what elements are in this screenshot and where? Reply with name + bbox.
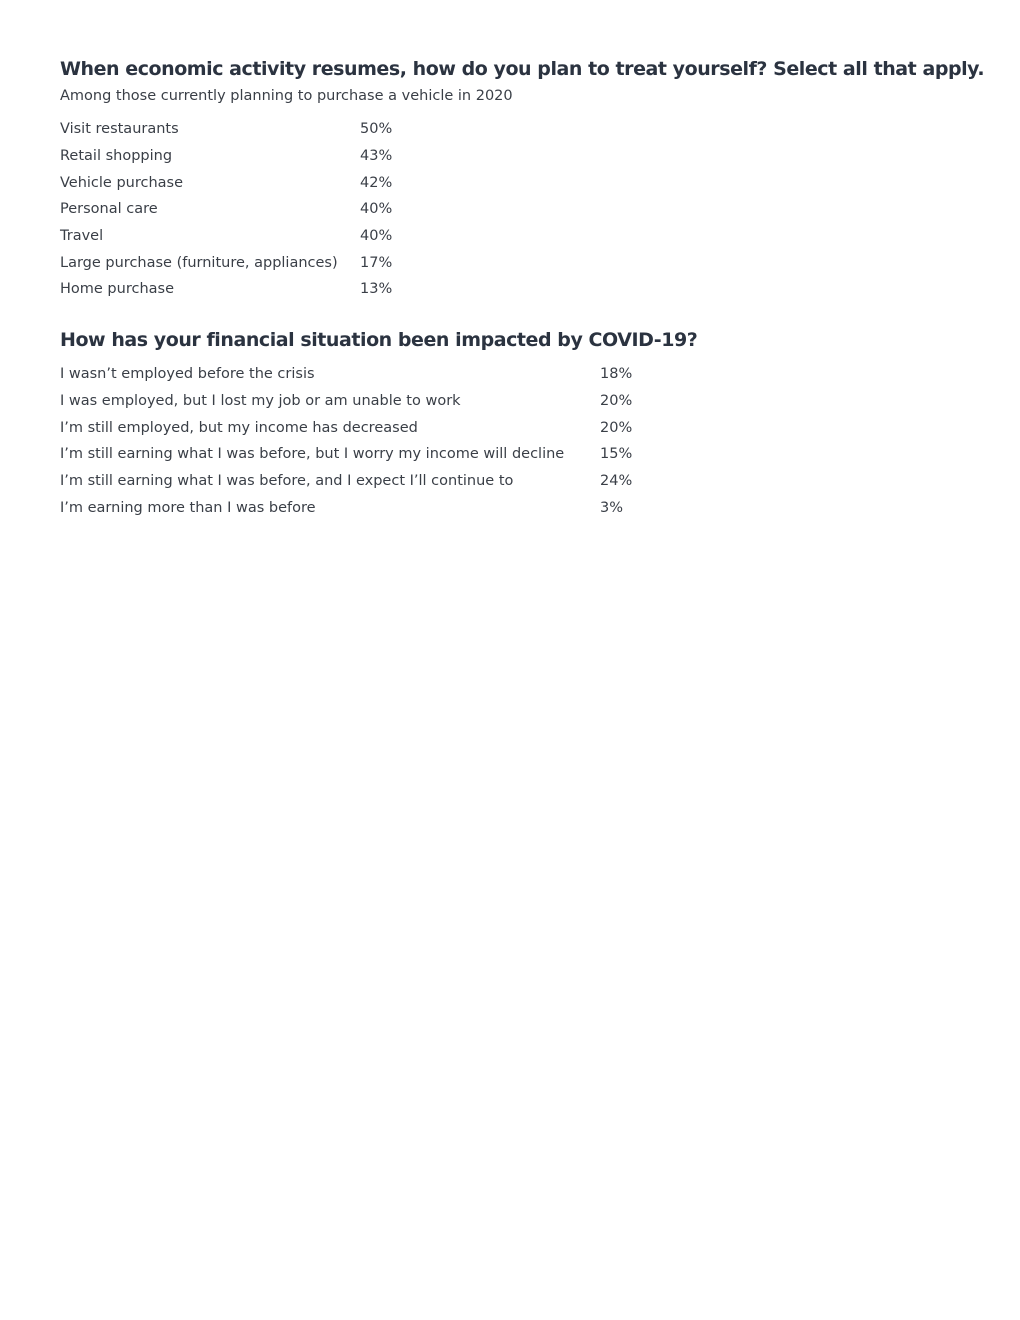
table-row <box>60 361 632 388</box>
row-value: 50% <box>360 121 393 138</box>
section-1-title: When economic activity resumes, how do you plan to treat yourself? Select all that apply. <box>60 58 985 80</box>
table-row <box>60 196 392 223</box>
row-label: I’m still earning what I was before, but I worry my income will decline <box>60 446 565 463</box>
row-label: Retail shopping <box>60 148 173 165</box>
section-1-subtitle: Among those currently planning to purchase a vehicle in 2020 <box>60 88 513 104</box>
table-row <box>60 414 632 441</box>
row-value: 18% <box>600 366 633 383</box>
row-label: Personal care <box>60 201 158 218</box>
table-row <box>60 169 392 196</box>
table-row <box>60 249 392 276</box>
row-value: 17% <box>360 254 393 271</box>
row-value: 24% <box>600 472 633 489</box>
row-value: 3% <box>600 499 624 516</box>
row-value: 15% <box>600 446 633 463</box>
row-label: I wasn’t employed before the crisis <box>60 366 315 383</box>
table-row <box>60 388 632 415</box>
treat-yourself-table <box>60 116 392 303</box>
row-label: Vehicle purchase <box>60 174 184 191</box>
row-value: 40% <box>360 201 393 218</box>
row-label: Visit restaurants <box>60 121 179 138</box>
table-row <box>60 276 392 303</box>
section-2-title: How has your financial situation been impacted by COVID-19? <box>60 328 698 351</box>
document-page <box>60 56 1020 521</box>
row-label: Large purchase (furniture, appliances) <box>60 254 338 271</box>
row-value: 20% <box>600 419 633 436</box>
row-label: I’m still earning what I was before, and I expect I’ll continue to <box>60 472 514 489</box>
row-label: Home purchase <box>60 281 174 298</box>
row-label: I’m still employed, but my income has decreased <box>60 419 418 436</box>
table-row <box>60 468 632 495</box>
row-value: 13% <box>360 281 393 298</box>
table-row <box>60 494 632 521</box>
row-value: 40% <box>360 228 393 245</box>
table-row <box>60 441 632 468</box>
financial-impact-table <box>60 361 632 521</box>
table-row <box>60 143 392 170</box>
row-value: 43% <box>360 148 393 165</box>
row-label: Travel <box>60 228 104 245</box>
row-label: I’m earning more than I was before <box>60 499 316 516</box>
table-row <box>60 223 392 250</box>
row-value: 20% <box>600 392 633 409</box>
row-label: I was employed, but I lost my job or am unable to work <box>60 392 461 409</box>
table-row <box>60 116 392 143</box>
row-value: 42% <box>360 174 393 191</box>
